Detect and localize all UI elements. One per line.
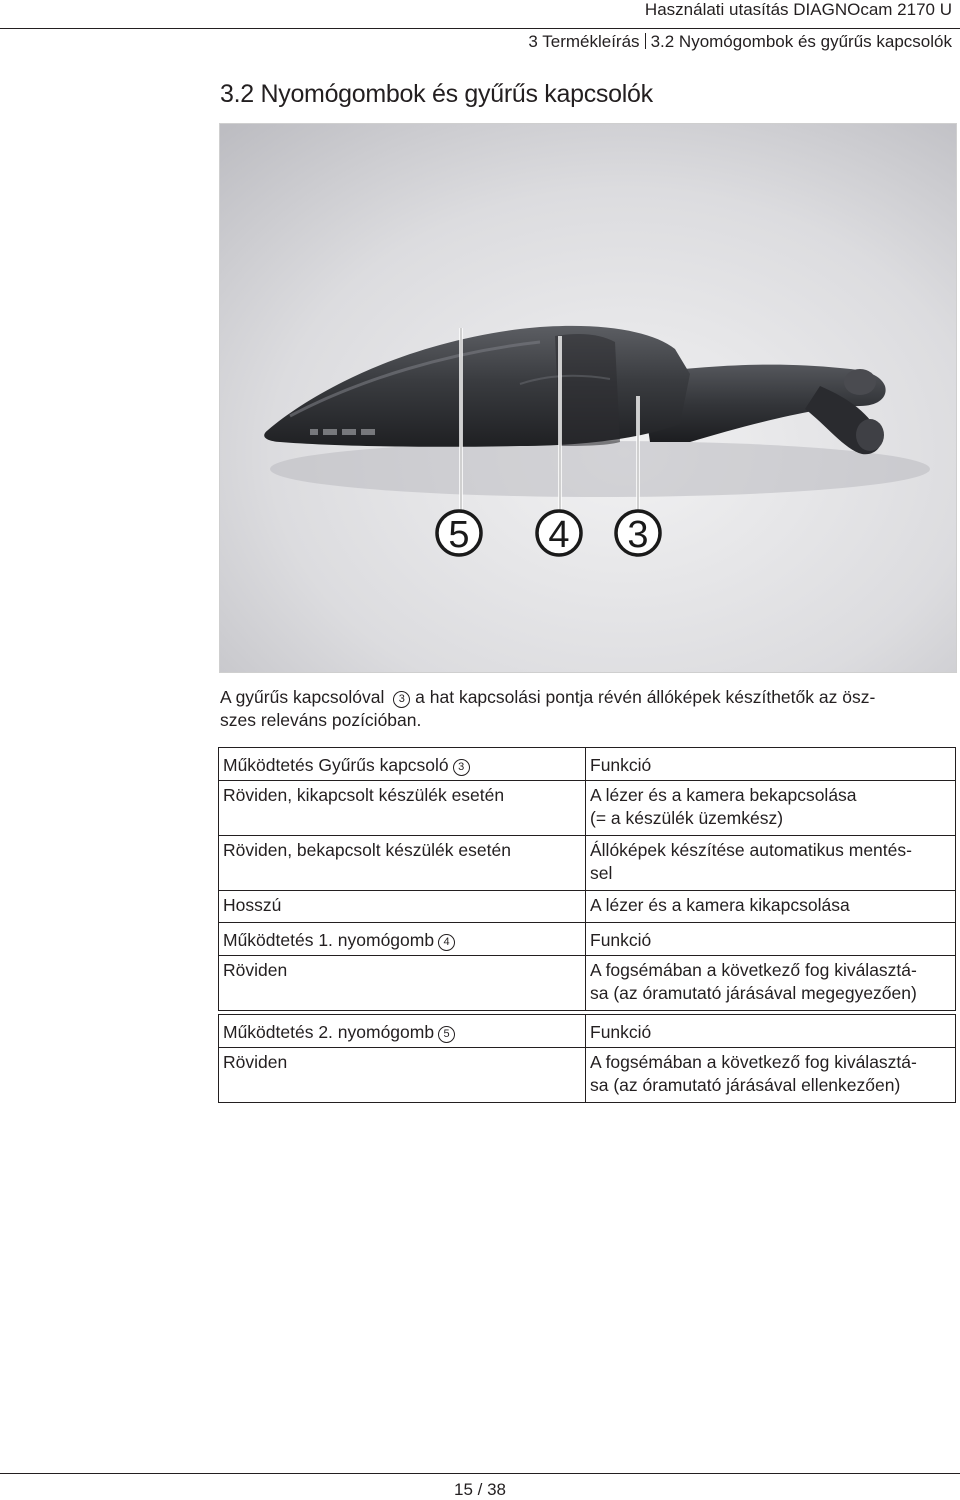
row-right <box>586 781 956 836</box>
callout-4-label: 4 <box>548 514 570 556</box>
row-right <box>586 836 956 891</box>
table-header-right: Funkció <box>586 748 956 781</box>
table-header-right: Funkció <box>586 1015 956 1048</box>
row-right <box>586 956 956 1011</box>
table-ring-switch <box>218 747 956 923</box>
header-rule <box>0 28 960 29</box>
footer-rule <box>0 1473 960 1474</box>
row-right-line2: (= a készülék üzemkész) <box>590 808 784 828</box>
row-right <box>586 1048 956 1103</box>
header-text: Működtetés 1. nyomógomb <box>223 930 435 950</box>
row-left: Röviden <box>219 1048 586 1103</box>
caption-line-1 <box>220 686 955 709</box>
row-right: A lézer és a kamera kikapcsolása <box>586 891 956 923</box>
table-row <box>219 781 956 836</box>
caption-text-b: a hat kapcsolási pontja révén állóképek készíthetők az ösz- <box>415 687 876 707</box>
header-section: 3 Termékleírás <box>528 32 640 51</box>
header-ref: 3 <box>453 759 470 776</box>
table-button-1 <box>218 922 956 1011</box>
header-ref: 5 <box>438 1026 455 1043</box>
table-header-row <box>219 923 956 956</box>
table-header-right: Funkció <box>586 923 956 956</box>
row-left: Röviden, kikapcsolt készülék esetén <box>219 781 586 836</box>
header-separator <box>645 33 646 49</box>
table-row <box>219 956 956 1011</box>
page-number: 15 / 38 <box>454 1480 506 1499</box>
table-row <box>219 836 956 891</box>
row-right-line1: A fogsémában a következő fog kiválasztá- <box>590 960 917 980</box>
callout-5 <box>437 511 481 556</box>
callout-5-label: 5 <box>448 514 470 556</box>
caption-line-2: szes releváns pozícióban. <box>220 710 422 730</box>
caption-text-a: A gyűrűs kapcsolóval <box>220 687 385 707</box>
table-header-row <box>219 748 956 781</box>
header-doc-title: Használati utasítás DIAGNOcam 2170 U <box>644 0 952 19</box>
row-left: Röviden <box>219 956 586 1011</box>
table-row <box>219 891 956 923</box>
header-breadcrumb <box>528 32 952 52</box>
page-title: 3.2 Nyomógombok és gyűrűs kapcsolók <box>220 80 653 108</box>
callout-3-label: 3 <box>627 514 649 556</box>
callout-4 <box>537 511 581 556</box>
table-header-left <box>219 1015 586 1048</box>
table-header-left <box>219 748 586 781</box>
table-header-row <box>219 1015 956 1048</box>
header-ref: 4 <box>438 934 455 951</box>
header-text: Működtetés Gyűrűs kapcsoló <box>223 755 449 775</box>
row-right-line1: A lézer és a kamera bekapcsolása <box>590 785 857 805</box>
row-right-line2: sa (az óramutató járásával ellenkezően) <box>590 1075 901 1095</box>
row-right-line2: sa (az óramutató járásával megegyezően) <box>590 983 917 1003</box>
caption-ref: 3 <box>393 691 410 708</box>
table-button-2 <box>218 1014 956 1103</box>
caption <box>220 686 955 732</box>
header-text: Működtetés 2. nyomógomb <box>223 1022 435 1042</box>
product-photo <box>219 123 957 673</box>
row-right-line1: A fogsémában a következő fog kiválasztá- <box>590 1052 917 1072</box>
row-right-line1: Állóképek készítése automatikus mentés- <box>590 840 912 860</box>
row-right-line2: sel <box>590 863 613 883</box>
row-left: Hosszú <box>219 891 586 923</box>
row-left: Röviden, bekapcsolt készülék esetén <box>219 836 586 891</box>
callout-3 <box>616 511 660 556</box>
table-header-left <box>219 923 586 956</box>
header-subsection: 3.2 Nyomógombok és gyűrűs kapcsolók <box>650 32 952 51</box>
table-row <box>219 1048 956 1103</box>
